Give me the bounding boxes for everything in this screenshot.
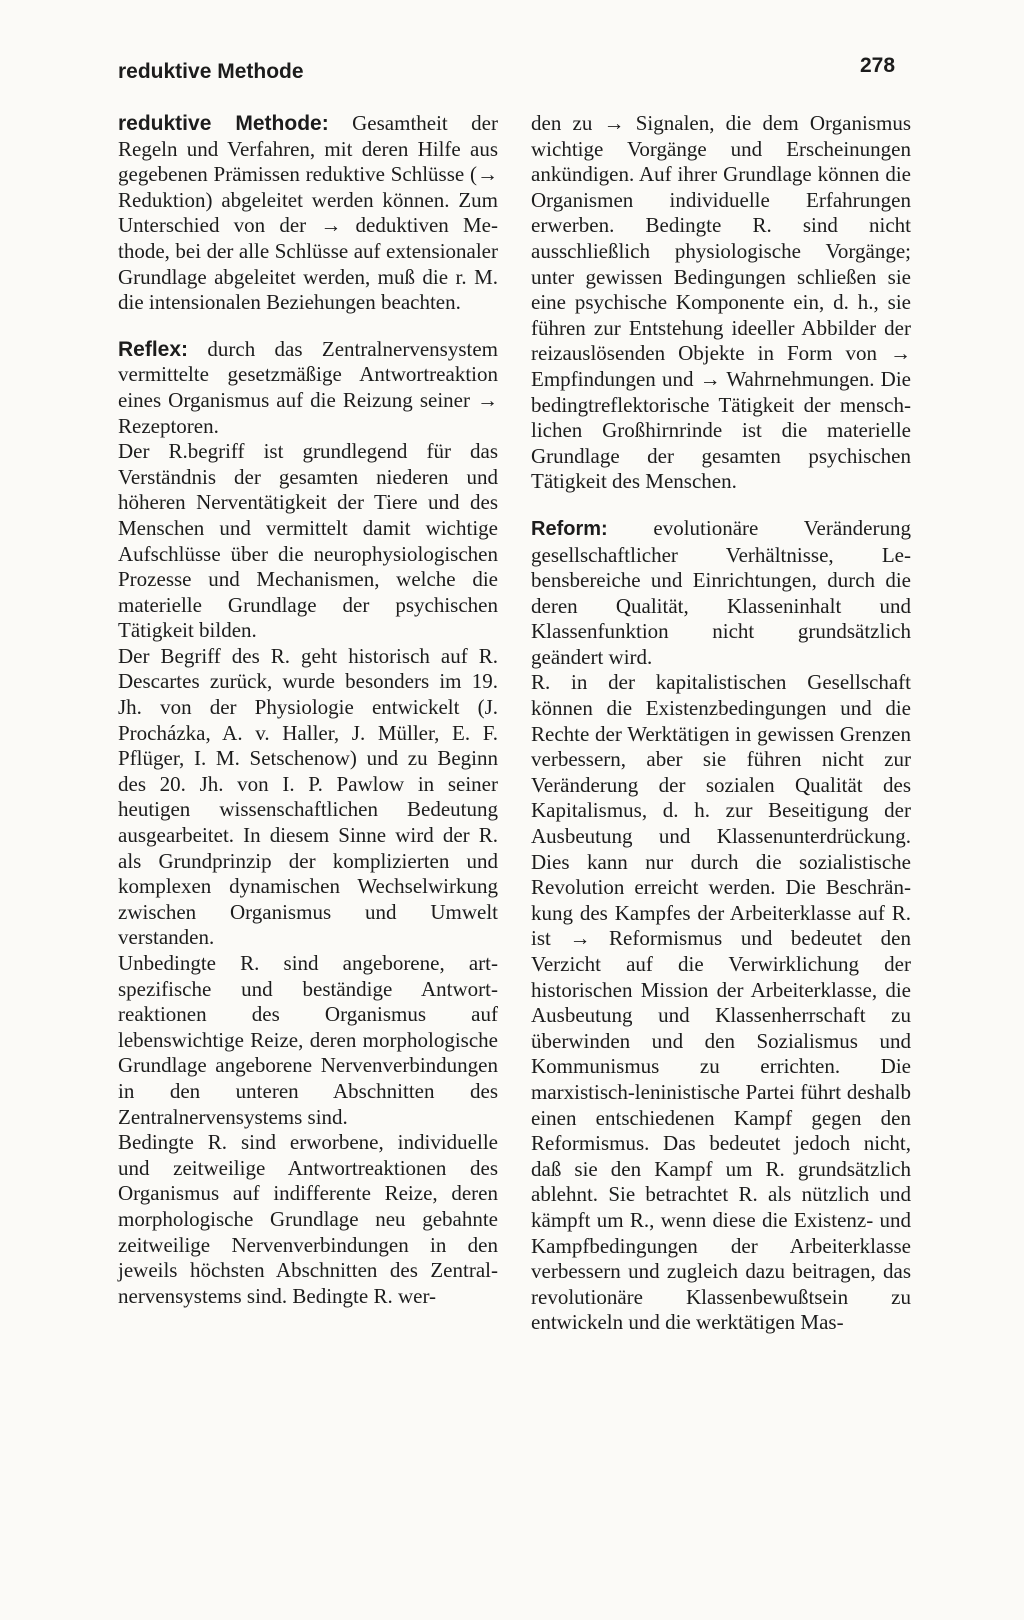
entry-reform	[531, 516, 911, 671]
paragraph: Bedingte R. sind erworbene, individuelle und zeitweilige Antwortreaktionen des Organismus auf indifferente Reize, deren morphologische Grundlage neu gebahnte zeitweilige Nervenverbindungen in den jeweils höchsten Abschnitten des Zentralnervensystems sind. Bedingte R. wer-	[118, 1130, 498, 1308]
page-number: 278	[860, 54, 896, 77]
left-column	[118, 111, 498, 1309]
paragraph: Der Begriff des R. geht historisch auf R. Descartes zurück, wurde besonders im 19. Jh. von der Physiologie entwickelt (J. Procházka, A. v. Haller, J. Müller, E. F. Pflüger, I. M. Setschenow) und zu Beginn des 20. Jh. von I. P. Pawlow in seiner heutigen wissenschaftlichen Bedeutung ausgearbeitet. In diesem Sinne wird der R. als Grundprinzip der komplizierten und komplexen dynamischen Wechselwirkung zwischen Organismus und Umwelt verstanden.	[118, 643, 498, 950]
lemma: Reform:	[531, 517, 608, 540]
entry-reflex	[118, 337, 498, 439]
entry-text: evolutionäre Veränderung gesellschaftlicher Verhältnisse, Lebensbereiche und Einrichtungen, durch die deren Qualität, Klasseninhalt und Klassenfunktion nicht grundsätzlich geändert wird.	[531, 515, 911, 669]
paragraph: den zu → Signalen, die dem Organismus wichtige Vorgänge und Erscheinungen ankündigen. Auf ihrer Grundlage können die Organismen individuelle Erfahrungen erwerben. Bedingte R. sind nicht ausschließlich physiologische Vorgänge; unter gewissen Bedingungen schließen sie eine psychische Komponente ein, d. h., sie führen zur Entstehung ideeller Abbilder der reizauslösenden Objekte in Form von → Empfindungen und → Wahrnehmungen. Die bedingtreflektorische Tätigkeit der menschlichen Großhirnrinde ist die materielle Grundlage der gesamten psychischen Tätigkeit des Menschen.	[531, 111, 911, 494]
lemma: reduktive Methode:	[118, 112, 329, 135]
entry-reduktive-methode	[118, 111, 498, 316]
paragraph: Unbedingte R. sind angeborene, artspezifische und beständige Antwortreaktionen des Organismus auf lebenswichtige Reize, deren morphologische Grundlage angeborene Nervenverbindungen in den unteren Abschnitten des Zentralnervensystems sind.	[118, 951, 498, 1129]
running-head: reduktive Methode	[118, 60, 304, 83]
entry-text: durch das Zentralnervensystem vermittelte gesetzmäßige Antwortreaktion eines Organismus auf die Reizung seiner → Rezeptoren.	[118, 336, 498, 438]
lemma: Reflex:	[118, 337, 189, 361]
right-column	[531, 111, 911, 1336]
paragraph: R. in der kapitalistischen Gesellschaft können die Existenzbedingungen und die Rechte der Werktätigen in gewissen Grenzen verbessern, aber sie führen nicht zur Veränderung der sozialen Qualität des Kapitalismus, d. h. zur Beseitigung der Ausbeutung und Klassenunterdrückung. Dies kann nur durch die sozialistische Revolution erreicht werden. Die Beschränkung des Kampfes der Arbeiterklasse auf R. ist → Reformismus und bedeutet den Verzicht auf die Verwirklichung der historischen Mission der Arbeiterklasse, die Ausbeutung und Klassenherrschaft zu überwinden und den Sozialismus und Kommunismus zu errichten. Die marxistisch-leninistische Partei führt deshalb einen entschiedenen Kampf gegen den Reformismus. Das bedeutet jedoch nicht, daß sie den Kampf um R. grundsätzlich ablehnt. Sie betrachtet R. als nützlich und kämpft um R., wenn diese die Existenz- und Kampfbedingungen der Arbeiterklasse verbessern und zugleich dazu beitragen, das revolutionäre Klassenbewußtsein zu entwickeln und die werktätigen Mas-	[531, 670, 911, 1335]
paragraph: Der R.begriff ist grundlegend für das Verständnis der gesamten niederen und höheren Nerventätigkeit der Tiere und des Menschen und vermittelt damit wichtige Aufschlüsse über die neurophysiologischen Prozesse und Mechanismen, welche die materielle Grundlage der psychischen Tätigkeit bilden.	[118, 439, 498, 643]
entry-text: Gesamtheit der Regeln und Verfahren, mit deren Hilfe aus gegebenen Prämissen reduktive Schlüsse (→ Reduktion) abgeleitet werden können. Zum Unterschied von der → deduktiven Methode, bei der alle Schlüsse auf extensionaler Grundlage abgeleitet werden, muß die r. M. die intensionalen Beziehungen beachten.	[118, 111, 498, 315]
